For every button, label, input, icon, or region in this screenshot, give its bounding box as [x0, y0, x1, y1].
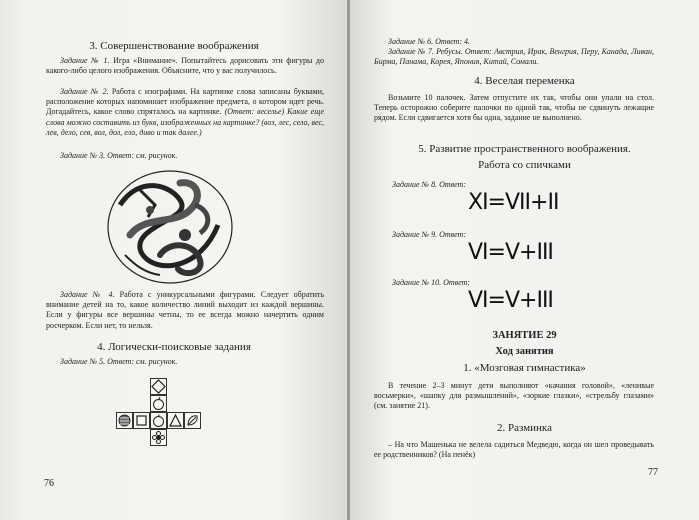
task6-answer: Задание № 6. Ответ: 4.	[388, 37, 470, 46]
grid-cell-center	[150, 412, 167, 429]
section5-subtitle: Работа со спичками	[478, 159, 571, 171]
task4-paragraph	[46, 290, 324, 331]
item2-paragraph: – На что Машенька не велела садиться Медведю, когда он шел проведывать ее родственников? (На пенёк)	[374, 440, 654, 460]
lesson-subtitle: Ход занятия	[495, 346, 554, 357]
left-page	[0, 0, 348, 520]
right-page	[350, 0, 699, 520]
task2-answer: (Ответ: веселье) Какие еще слова можно составить из букв, изображенных на картинке? (воз, лес, село, вес, лев, дело, сев, вол, дол, ело, диво и так далее.)	[46, 107, 325, 137]
diamond-icon	[151, 379, 166, 394]
task8-answer: Задание № 8. Ответ:	[392, 180, 466, 189]
pause-paragraph: Возьмите 10 палочек. Затем отпустите их так, чтобы они упали на стол. Теперь осторожно соберите палочки по одной так, чтобы не сдвинуть лежащие рядом. Если сдвигается хотя бы одна, задание не выполнено.	[374, 93, 654, 123]
task1-label: Задание № 1.	[60, 56, 110, 65]
lesson-title: ЗАНЯТИЕ 29	[492, 330, 557, 341]
flower-icon	[151, 430, 166, 445]
section5-title: 5. Развитие пространственного воображения.	[418, 143, 631, 155]
task8-equation: XI=VII+II	[468, 190, 559, 215]
task1-paragraph	[46, 56, 324, 76]
grid-cell-middle-top	[150, 395, 167, 412]
task7-label: Задание № 7. Ребусы. Ответ:	[388, 47, 492, 56]
task9-answer: Задание № 9. Ответ:	[392, 230, 466, 239]
task2-label: Задание № 2.	[60, 87, 109, 96]
task7-text: Австрия, Ирак, Венгрия, Перу, Канада, Ливан, Бирма, Панама, Корея, Япония, Китай, Сомали.	[374, 47, 655, 67]
task2-paragraph	[46, 87, 324, 138]
item2-title: 2. Разминка	[497, 422, 552, 434]
apple-outline-icon	[151, 413, 166, 428]
grid-cell-top	[150, 378, 167, 395]
right-page-number: 77	[648, 467, 658, 478]
grid-cell-right1	[167, 412, 184, 429]
task10-answer: Задание № 10. Ответ:	[392, 278, 470, 287]
task5-answer: Задание № 5. Ответ: см. рисунок.	[60, 357, 178, 366]
leaf-icon	[185, 413, 200, 428]
task4-label: Задание № 4.	[60, 290, 115, 299]
section4-title: 4. Логически-поисковые задания	[97, 341, 251, 353]
striped-circle-icon	[117, 413, 132, 428]
task9-equation: VI=V+III	[468, 240, 553, 265]
task1-text: Игра «Внимание». Попытайтесь дорисовать эти фигуры до какого-либо целого изображения. Объясните, что у вас получилось.	[46, 56, 324, 76]
item1-title: 1. «Мозговая гимнастика»	[463, 362, 586, 374]
task2-text: Работа с изографами. На картинке слова записаны буквами, расположение которых напоминает изображение предмета, о котором идет речь. Догадайтесь, какое слово спряталось на картинке.	[46, 87, 325, 117]
item1-paragraph: В течение 2–3 минут дети выполняют «качания головой», «ленивые восьмерки», «шапку для размышлений», «зоркие глазки», «стрельбу глазами» (см. занятие 21).	[374, 381, 654, 411]
task10-equation: VI=V+III	[468, 288, 553, 313]
square-icon	[134, 413, 149, 428]
section3-title: 3. Совершенствование воображения	[89, 40, 259, 52]
triangle-icon	[168, 413, 183, 428]
grid-cell-bottom	[150, 429, 167, 446]
grid-cell-right2	[184, 412, 201, 429]
left-page-number: 76	[44, 478, 54, 489]
task7-paragraph	[374, 47, 654, 67]
puzzle-figure	[100, 165, 240, 290]
section4-break-title: 4. Веселая переменка	[474, 75, 575, 87]
task4-text: Работа с уникурсальными фигурами. Следует обратить внимание детей на то, какое количество линий выходит из каждой вершины. Если у фигуры все вершины четны, то ее всегда можно начертить одним росчерком. Если нет, то нельзя.	[46, 290, 325, 330]
apple-icon	[151, 396, 166, 411]
grid-cell-left2	[116, 412, 133, 429]
grid-cell-left1	[133, 412, 150, 429]
task3-answer: Задание № 3. Ответ: см. рисунок.	[60, 151, 178, 160]
